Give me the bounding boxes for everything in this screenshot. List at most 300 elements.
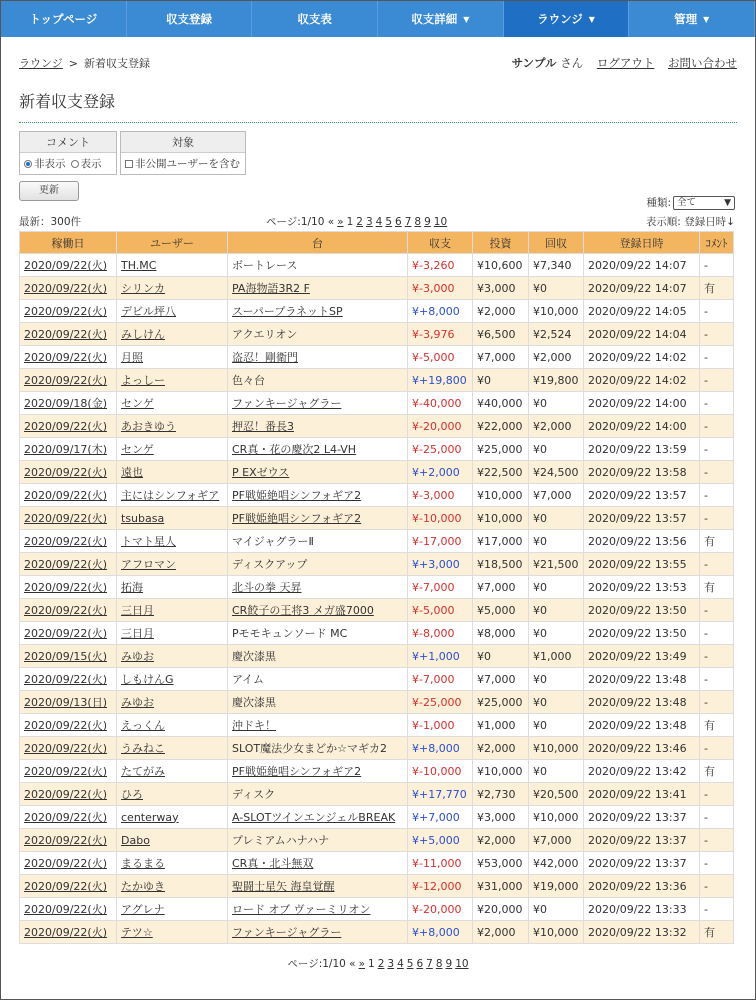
pager-bottom-page-link[interactable]: 4 (397, 958, 404, 970)
date-link[interactable]: 2020/09/22(火) (24, 466, 107, 479)
user-cell (117, 392, 228, 415)
pager-top-page-link[interactable]: 10 (433, 216, 448, 228)
user-link[interactable]: アフロマン (121, 558, 176, 571)
kind-label: 種類: (646, 197, 671, 209)
user-link[interactable]: しもけんG (121, 673, 174, 686)
comment-cell: 有 (700, 530, 734, 553)
pager-top-page-link[interactable]: 3 (365, 216, 373, 228)
user-link[interactable]: Dabo (121, 833, 150, 847)
invest-cell: ¥0 (473, 645, 529, 668)
table-row (20, 438, 734, 461)
machine-name: SLOT魔法少女まどか☆マギカ2 (232, 742, 387, 755)
machine-cell (228, 254, 408, 277)
target-filter (120, 131, 246, 175)
registered-cell: 2020/09/22 13:59 (584, 438, 700, 461)
page-title: 新着収支登録 (19, 89, 737, 123)
table-row (20, 714, 734, 737)
comment-cell: - (700, 438, 734, 461)
date-link[interactable]: 2020/09/18(金) (24, 397, 107, 410)
machine-cell (228, 668, 408, 691)
machine-link[interactable]: CR真・花の慶次2 L4-VH (232, 443, 357, 456)
user-cell (117, 921, 228, 944)
comment-filter (19, 131, 117, 175)
machine-link[interactable]: CR真・北斗無双 (232, 857, 314, 870)
pager-top-page-link[interactable]: 2 (356, 216, 363, 228)
machine-link[interactable]: 沖ドキ！ (232, 719, 276, 732)
invest-cell: ¥5,000 (473, 599, 529, 622)
comment-cell: 有 (700, 921, 734, 944)
collect-cell: ¥0 (529, 714, 584, 737)
pager-top-page-link[interactable]: 6 (395, 216, 402, 228)
user-link[interactable]: 月照 (121, 351, 143, 364)
user-link[interactable]: アグレナ (121, 903, 165, 916)
machine-link[interactable]: A-SLOTツインエンジェルBREAK (232, 811, 396, 824)
kind-select[interactable] (673, 196, 735, 210)
nav-item-label: 管理 (674, 12, 698, 26)
comment-show-label: 表示 (80, 158, 102, 170)
breadcrumb-lounge-link[interactable]: ラウンジ (19, 57, 63, 70)
pager-bottom (19, 956, 737, 971)
table-row (20, 737, 734, 760)
collect-cell: ¥0 (529, 691, 584, 714)
table-row (20, 668, 734, 691)
registered-cell: 2020/09/22 13:33 (584, 898, 700, 921)
machine-name: 慶次漆黒 (232, 696, 276, 709)
date-link[interactable]: 2020/09/22(火) (24, 742, 107, 755)
machine-name: ボートレース (232, 259, 298, 272)
machine-link[interactable]: PF戦姫絶唱シンフォギア2 (232, 512, 362, 525)
balance-cell: ¥-8,000 (408, 622, 473, 645)
caret-down-icon: ▼ (463, 14, 470, 24)
table-row (20, 300, 734, 323)
balance-cell: ¥-25,000 (408, 438, 473, 461)
date-cell (20, 921, 117, 944)
user-link[interactable]: トマト星人 (121, 535, 176, 548)
pager-bottom-page-link[interactable]: 3 (387, 958, 395, 970)
machine-link[interactable]: ファンキージャグラー (232, 926, 342, 939)
pager-top-page-link[interactable]: 9 (424, 216, 431, 228)
user-link[interactable]: センゲ (121, 397, 154, 410)
date-cell (20, 668, 117, 691)
date-link[interactable]: 2020/09/22(火) (24, 788, 107, 801)
pager-bottom-page-link[interactable]: 2 (377, 958, 385, 970)
user-link[interactable]: 三日月 (121, 627, 154, 640)
registered-cell: 2020/09/22 13:37 (584, 829, 700, 852)
balance-cell: ¥-17,000 (408, 530, 473, 553)
date-link[interactable]: 2020/09/13(日) (24, 696, 107, 709)
date-cell (20, 553, 117, 576)
top-nav (1, 1, 755, 37)
date-link[interactable]: 2020/09/22(火) (24, 558, 107, 571)
date-link[interactable]: 2020/09/22(火) (24, 328, 107, 341)
nav-item[interactable] (378, 1, 504, 37)
comment-cell: - (700, 737, 734, 760)
invest-cell: ¥22,000 (473, 415, 529, 438)
balance-cell: ¥-3,976 (408, 323, 473, 346)
user-link[interactable]: たてがみ (121, 765, 165, 778)
registered-cell: 2020/09/22 13:55 (584, 553, 700, 576)
date-link[interactable]: 2020/09/22(火) (24, 374, 107, 387)
balance-cell: ¥-1,000 (408, 714, 473, 737)
user-link[interactable]: センゲ (121, 443, 154, 456)
user-link[interactable]: うみねこ (121, 742, 165, 755)
machine-link[interactable]: PA海物語3R2 F (232, 282, 310, 295)
collect-cell: ¥21,500 (529, 553, 584, 576)
user-link[interactable]: 三日月 (121, 604, 154, 617)
comment-cell: - (700, 484, 734, 507)
table-row (20, 392, 734, 415)
date-cell (20, 415, 117, 438)
date-link[interactable]: 2020/09/22(火) (24, 305, 107, 318)
nav-item[interactable] (1, 1, 127, 37)
date-cell (20, 530, 117, 553)
user-link[interactable]: 拓海 (121, 581, 143, 594)
collect-cell: ¥2,000 (529, 415, 584, 438)
balance-cell: ¥-40,000 (408, 392, 473, 415)
pager-bottom-page-link[interactable]: 5 (406, 958, 414, 970)
collect-cell: ¥0 (529, 507, 584, 530)
comment-hide-label: 非表示 (34, 158, 66, 170)
machine-link[interactable]: 盗忍！剛衛門 (232, 351, 298, 364)
invest-cell: ¥10,600 (473, 254, 529, 277)
balance-cell: ¥+8,000 (408, 300, 473, 323)
date-cell (20, 277, 117, 300)
user-link[interactable]: えっくん (121, 719, 165, 732)
caret-down-icon: ▼ (588, 14, 595, 24)
comment-cell: - (700, 553, 734, 576)
balance-cell: ¥-5,000 (408, 599, 473, 622)
balance-cell: ¥-11,000 (408, 852, 473, 875)
column-header: 台 (228, 232, 408, 254)
machine-cell (228, 875, 408, 898)
registered-cell: 2020/09/22 13:46 (584, 737, 700, 760)
pager-bottom-page-link[interactable]: 9 (445, 958, 453, 970)
machine-cell (228, 576, 408, 599)
registered-cell: 2020/09/22 13:56 (584, 530, 700, 553)
nav-item[interactable] (127, 1, 253, 37)
registered-cell: 2020/09/22 13:50 (584, 599, 700, 622)
comment-cell: - (700, 691, 734, 714)
pager-bottom-page-link: 1 (368, 958, 375, 970)
date-cell (20, 392, 117, 415)
comment-hide-radio[interactable] (24, 160, 32, 168)
user-cell (117, 599, 228, 622)
invest-cell: ¥20,000 (473, 898, 529, 921)
update-button[interactable]: 更新 (19, 181, 79, 201)
user-name: サンプル (511, 56, 557, 70)
pager-top-next-link[interactable]: » (337, 216, 344, 228)
date-cell (20, 254, 117, 277)
registered-cell: 2020/09/22 13:41 (584, 783, 700, 806)
registered-cell: 2020/09/22 13:58 (584, 461, 700, 484)
user-cell (117, 415, 228, 438)
pager-top-text: ページ:1/10 « (266, 216, 335, 228)
user-link[interactable]: TH.MC (121, 258, 157, 272)
machine-cell (228, 599, 408, 622)
collect-cell: ¥0 (529, 760, 584, 783)
table-row (20, 369, 734, 392)
user-link[interactable]: みゆお (121, 696, 154, 709)
invest-cell: ¥40,000 (473, 392, 529, 415)
balance-cell: ¥-25,000 (408, 691, 473, 714)
comment-cell: - (700, 323, 734, 346)
machine-cell (228, 392, 408, 415)
machine-cell (228, 461, 408, 484)
date-link[interactable]: 2020/09/22(火) (24, 282, 107, 295)
user-link[interactable]: centerway (121, 810, 179, 824)
user-suffix: さん (560, 56, 584, 70)
pager-top-page-link[interactable]: 8 (414, 216, 422, 228)
date-cell (20, 875, 117, 898)
table-row (20, 783, 734, 806)
invest-cell: ¥10,000 (473, 507, 529, 530)
date-link[interactable]: 2020/09/22(火) (24, 673, 107, 686)
machine-cell (228, 323, 408, 346)
collect-cell: ¥0 (529, 392, 584, 415)
machine-cell (228, 829, 408, 852)
registered-cell: 2020/09/22 13:37 (584, 806, 700, 829)
collect-cell: ¥10,000 (529, 737, 584, 760)
registered-cell: 2020/09/22 14:07 (584, 277, 700, 300)
user-cell (117, 760, 228, 783)
machine-link[interactable]: ファンキージャグラー (232, 397, 342, 410)
balance-table (19, 231, 734, 944)
table-row (20, 576, 734, 599)
date-link[interactable]: 2020/09/22(火) (24, 857, 107, 870)
date-link[interactable]: 2020/09/15(火) (24, 650, 107, 663)
date-link[interactable]: 2020/09/22(火) (24, 489, 107, 502)
table-row (20, 484, 734, 507)
comment-cell: - (700, 300, 734, 323)
target-filter-options (121, 153, 245, 174)
pager-top-page-link[interactable]: 7 (404, 216, 412, 228)
machine-link[interactable]: PF戦姫絶唱シンフォギア2 (232, 489, 362, 502)
user-cell (117, 530, 228, 553)
date-link[interactable]: 2020/09/22(火) (24, 581, 107, 594)
invest-cell: ¥0 (473, 369, 529, 392)
user-link[interactable]: あおきゆう (121, 420, 176, 433)
column-header: 回収 (529, 232, 584, 254)
invest-cell: ¥22,500 (473, 461, 529, 484)
machine-link[interactable]: CR餃子の王将3 メガ盛7000 (232, 604, 374, 617)
date-link[interactable]: 2020/09/22(火) (24, 834, 107, 847)
user-link[interactable]: 主にはシンフォギア (121, 489, 220, 502)
date-cell (20, 484, 117, 507)
pager-bottom-next-link[interactable]: » (358, 958, 366, 970)
user-link[interactable]: たかゆき (121, 880, 165, 893)
logout-link[interactable]: ログアウト (596, 56, 655, 70)
invest-cell: ¥8,000 (473, 622, 529, 645)
date-link[interactable]: 2020/09/22(火) (24, 765, 107, 778)
nav-item[interactable] (252, 1, 378, 37)
registered-cell: 2020/09/22 13:32 (584, 921, 700, 944)
date-cell (20, 323, 117, 346)
total-count: 最新：300件 (19, 216, 82, 228)
date-cell (20, 576, 117, 599)
user-link[interactable]: ひろ (121, 788, 143, 801)
pager-bottom-page-link[interactable]: 7 (426, 958, 433, 970)
user-cell (117, 484, 228, 507)
machine-name: アイム (232, 673, 265, 686)
comment-cell: 有 (700, 277, 734, 300)
main-content (1, 55, 755, 971)
invest-cell: ¥31,000 (473, 875, 529, 898)
balance-cell: ¥+5,000 (408, 829, 473, 852)
user-link[interactable]: シリンカ (121, 282, 165, 295)
invest-cell: ¥25,000 (473, 691, 529, 714)
invest-cell: ¥1,000 (473, 714, 529, 737)
date-cell (20, 346, 117, 369)
balance-cell: ¥-5,000 (408, 346, 473, 369)
user-cell (117, 300, 228, 323)
pager-bottom-page-link[interactable]: 6 (416, 958, 424, 970)
date-link[interactable]: 2020/09/22(火) (24, 903, 107, 916)
user-link[interactable]: tsubasa (121, 511, 165, 525)
table-row (20, 852, 734, 875)
machine-cell (228, 691, 408, 714)
user-cell (117, 323, 228, 346)
table-row (20, 760, 734, 783)
collect-cell: ¥0 (529, 668, 584, 691)
date-link[interactable]: 2020/09/22(火) (24, 627, 107, 640)
date-link[interactable]: 2020/09/22(火) (24, 259, 107, 272)
pager-top-page-link: 1 (346, 216, 354, 228)
user-cell (117, 553, 228, 576)
table-row (20, 829, 734, 852)
machine-link[interactable]: 北斗の拳 天昇 (232, 581, 302, 594)
date-link[interactable]: 2020/09/22(火) (24, 719, 107, 732)
user-link[interactable]: みゆお (121, 650, 154, 663)
balance-cell: ¥+8,000 (408, 921, 473, 944)
user-link[interactable]: 遠也 (121, 466, 143, 479)
column-header: 収支 (408, 232, 473, 254)
comment-cell: - (700, 415, 734, 438)
user-links (512, 55, 737, 71)
date-cell (20, 714, 117, 737)
registered-cell: 2020/09/22 13:42 (584, 760, 700, 783)
machine-link[interactable]: 聖闘士星矢 海皇覚醒 (232, 880, 335, 893)
nav-item-label: 収支表 (297, 12, 332, 26)
comment-cell: 有 (700, 760, 734, 783)
user-link[interactable]: テツ☆ (121, 926, 153, 939)
date-link[interactable]: 2020/09/22(火) (24, 420, 107, 433)
machine-link[interactable]: 押忍！番長3 (232, 420, 294, 433)
pager-top-page-link[interactable]: 5 (385, 216, 393, 228)
date-link[interactable]: 2020/09/22(火) (24, 880, 107, 893)
user-link[interactable]: みしけん (121, 328, 165, 341)
table-row (20, 599, 734, 622)
registered-cell: 2020/09/22 13:48 (584, 668, 700, 691)
comment-cell: - (700, 254, 734, 277)
user-cell (117, 507, 228, 530)
contact-link[interactable]: お問い合わせ (668, 56, 737, 70)
user-cell (117, 277, 228, 300)
invest-cell: ¥53,000 (473, 852, 529, 875)
comment-show-radio[interactable] (71, 160, 79, 168)
invest-cell: ¥2,000 (473, 921, 529, 944)
registered-cell: 2020/09/22 14:04 (584, 323, 700, 346)
user-cell (117, 645, 228, 668)
date-link[interactable]: 2020/09/22(火) (24, 512, 107, 525)
user-link[interactable]: まるまる (121, 857, 165, 870)
comment-cell: - (700, 369, 734, 392)
comment-cell: - (700, 346, 734, 369)
machine-name: 色々台 (232, 374, 265, 387)
registered-cell: 2020/09/22 14:05 (584, 300, 700, 323)
machine-link[interactable]: ロード オブ ヴァーミリオン (232, 903, 371, 916)
collect-cell: ¥0 (529, 438, 584, 461)
user-cell (117, 691, 228, 714)
machine-cell (228, 898, 408, 921)
machine-cell (228, 806, 408, 829)
pager-top-page-link[interactable]: 4 (375, 216, 383, 228)
machine-cell (228, 921, 408, 944)
machine-name: Pモモキュンソード MC (232, 627, 348, 640)
user-link[interactable]: デビル坪八 (121, 305, 176, 318)
balance-cell: ¥+7,000 (408, 806, 473, 829)
column-header: 登録日時 (584, 232, 700, 254)
date-link[interactable]: 2020/09/22(火) (24, 351, 107, 364)
date-cell (20, 461, 117, 484)
comment-cell: - (700, 622, 734, 645)
date-link[interactable]: 2020/09/22(火) (24, 926, 107, 939)
machine-link[interactable]: PF戦姫絶唱シンフォギア2 (232, 765, 362, 778)
collect-cell: ¥19,000 (529, 875, 584, 898)
table-row (20, 645, 734, 668)
machine-cell (228, 507, 408, 530)
nav-item[interactable] (629, 1, 755, 37)
date-link[interactable]: 2020/09/22(火) (24, 811, 107, 824)
machine-link[interactable]: スーパープラネットSP (232, 305, 343, 318)
registered-cell: 2020/09/22 13:57 (584, 507, 700, 530)
comment-cell: - (700, 852, 734, 875)
registered-cell: 2020/09/22 13:49 (584, 645, 700, 668)
date-link[interactable]: 2020/09/22(火) (24, 604, 107, 617)
date-link[interactable]: 2020/09/22(火) (24, 535, 107, 548)
collect-cell: ¥10,000 (529, 921, 584, 944)
nav-item[interactable] (504, 1, 630, 37)
user-cell (117, 783, 228, 806)
balance-cell: ¥+19,800 (408, 369, 473, 392)
collect-cell: ¥20,500 (529, 783, 584, 806)
machine-name: アクエリオン (232, 328, 298, 341)
private-users-checkbox[interactable] (125, 160, 133, 168)
kind-filter (646, 195, 735, 210)
user-cell (117, 806, 228, 829)
machine-link[interactable]: P EXゼウス (232, 466, 290, 479)
date-cell (20, 737, 117, 760)
machine-cell (228, 346, 408, 369)
collect-cell: ¥0 (529, 599, 584, 622)
user-cell (117, 369, 228, 392)
pager-bottom-page-link[interactable]: 8 (435, 958, 443, 970)
table-row (20, 921, 734, 944)
comment-cell: 有 (700, 576, 734, 599)
date-link[interactable]: 2020/09/17(木) (24, 443, 107, 456)
registered-cell: 2020/09/22 13:53 (584, 576, 700, 599)
comment-filter-options (20, 153, 116, 174)
date-cell (20, 783, 117, 806)
balance-cell: ¥-20,000 (408, 415, 473, 438)
pager-bottom-page-link[interactable]: 10 (455, 958, 469, 970)
table-row (20, 415, 734, 438)
breadcrumb (19, 55, 150, 71)
user-link[interactable]: よっしー (121, 374, 165, 387)
machine-cell (228, 300, 408, 323)
date-cell (20, 829, 117, 852)
machine-cell (228, 760, 408, 783)
comment-cell: - (700, 783, 734, 806)
